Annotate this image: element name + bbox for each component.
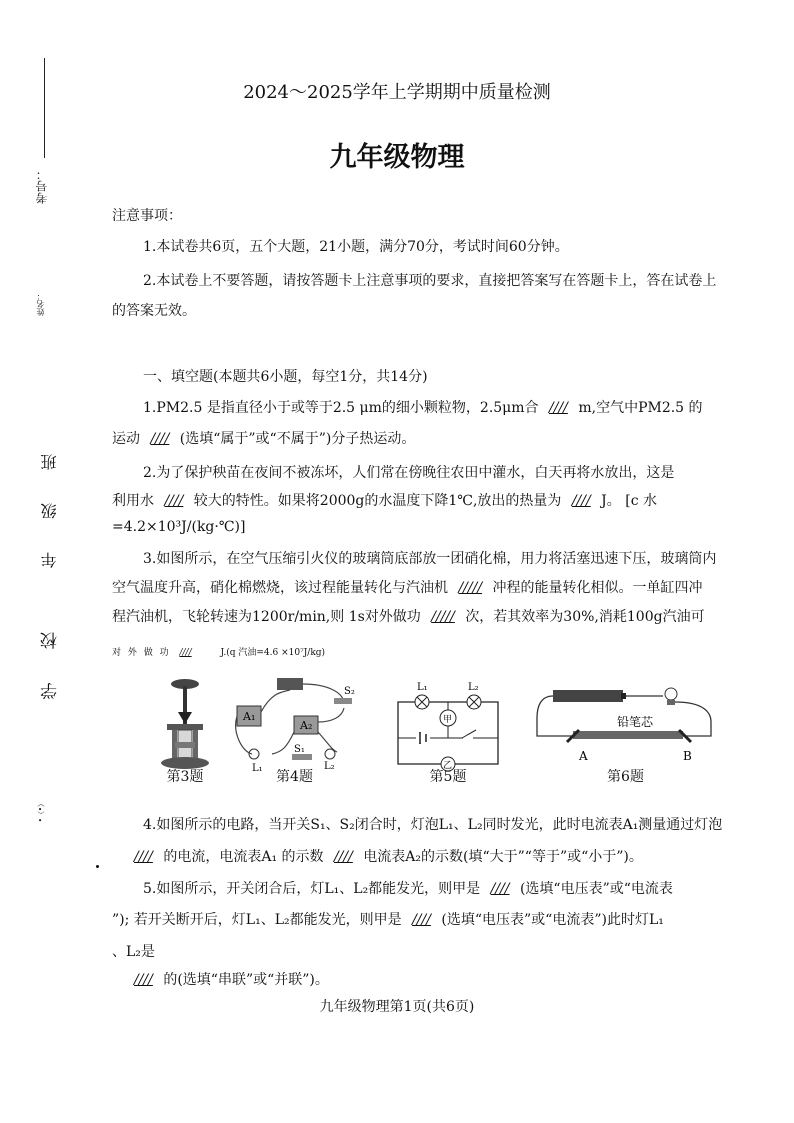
- figure-4-a1-label: A₁: [243, 710, 256, 723]
- q4-text-b2: 电流表A₂的示数(填“大于”“等于”或“小于”)。: [363, 849, 643, 865]
- answer-blank[interactable]: ////: [490, 881, 510, 897]
- q1-line-2: [112, 429, 746, 449]
- figure-5-l1-label: L₁: [417, 682, 428, 693]
- notice-item-1: 1.本试卷共6页，五个大题，21小题，满分70分，考试时间60分钟。: [143, 239, 569, 255]
- q4-line-2: [128, 847, 746, 867]
- figure-4-s2-label: S₂: [344, 686, 355, 697]
- q2-text-b2: 较大的特性。如果将2000g的水温度下降1℃,放出的热量为: [193, 493, 562, 509]
- page-title: 九年级物理: [329, 142, 465, 173]
- figure-6-b-label: B: [683, 749, 692, 763]
- figure-6-core-label: 铅笔芯: [617, 715, 654, 729]
- margin-dot: [96, 865, 99, 868]
- q5-text-b2: (选填“电压表”或“电流表”)此时灯L₁: [441, 912, 664, 928]
- figure-4-l1-label: L₁: [252, 763, 263, 772]
- name-label: 姓名：: [36, 292, 45, 316]
- q2-line-2: [112, 491, 746, 511]
- q1-text-a1: 1.PM2.5 是指直径小于或等于2.5 μm的细小颗粒物，2.5μm合: [143, 400, 539, 416]
- parallel-circuit-diagram: [232, 672, 357, 772]
- figure-6: [533, 672, 718, 784]
- q3-line-2: [112, 578, 746, 598]
- q3-line-4: [112, 646, 746, 660]
- pencil-lead-circuit-diagram: [533, 672, 718, 772]
- q3-text-b2: 冲程的能量转化相似。一单缸四冲: [492, 580, 703, 596]
- compression-igniter-diagram: [145, 672, 225, 772]
- q5-line-4: [128, 970, 746, 990]
- figure-5-l2-label: L₂: [468, 682, 479, 693]
- q3-line-1: 3.如图所示，在空气压缩引火仪的玻璃筒底部放一团硝化棉，用力将活塞迅速下压，玻璃筒内: [143, 551, 717, 567]
- q5-text-d: 的(选填“串联”或“并联”)。: [163, 972, 329, 988]
- q1-text-b1: 运动: [112, 431, 140, 447]
- figure-4-a2-label: A₂: [300, 719, 313, 732]
- q4-line-1: 4.如图所示的电路，当开关S₁、S₂闭合时，灯泡L₁、L₂同时发光，此时电流表A₁测量通过灯泡: [143, 817, 723, 833]
- answer-blank[interactable]: /////: [431, 609, 455, 625]
- q5-line-2: [112, 910, 746, 930]
- seal-marks: •（•）: [37, 800, 45, 823]
- exam-subtitle: 2024～2025学年上学期期中质量检测: [243, 82, 551, 103]
- q2-line-3: =4.2×10³J/(kg·℃)]: [112, 519, 246, 535]
- answer-blank[interactable]: ////: [333, 849, 353, 865]
- answer-blank[interactable]: ////: [179, 648, 192, 658]
- q3-text-c2: 次，若其效率为30%,消耗100g汽油可: [465, 609, 705, 625]
- answer-blank[interactable]: ////: [134, 849, 153, 865]
- q1-line-1: [143, 398, 746, 418]
- series-parallel-schematic: [392, 672, 504, 772]
- q3-text-d1: 对 外 做 功: [112, 648, 171, 658]
- q2-line-1: 2.为了保护秧苗在夜间不被冻坏，人们常在傍晚往农田中灌水，白天再将水放出，这是: [143, 465, 675, 481]
- section-heading: 一、填空题(本题共6小题，每空1分，共14分): [143, 369, 428, 385]
- figure-5: [392, 672, 504, 784]
- q5-line-1: [143, 879, 746, 899]
- figure-4-l2-label: L₂: [324, 761, 335, 772]
- page-footer: 九年级物理第1页(共6页): [319, 999, 475, 1015]
- answer-blank[interactable]: ////: [412, 912, 431, 928]
- answer-blank[interactable]: ////: [571, 493, 591, 509]
- figure-3: [145, 672, 225, 784]
- notice-item-2a: 2.本试卷上不要答题，请按答题卡上注意事项的要求，直接把答案写在答题卡上，答在试卷上: [143, 273, 717, 289]
- figure-5-yi-label: 乙: [443, 761, 453, 771]
- school-label: 学 校: [41, 618, 61, 700]
- q2-text-b3: J。 [c 水: [601, 493, 657, 509]
- notice-heading: 注意事项：: [112, 208, 182, 224]
- figure-5-jia-label: 甲: [443, 715, 453, 725]
- q3-text-b1: 空气温度升高，硝化棉燃烧，该过程能量转化与汽油机: [112, 580, 448, 596]
- class-label: 年 级 班: [40, 440, 59, 569]
- answer-blank[interactable]: /////: [458, 580, 483, 596]
- q3-line-3: [112, 607, 746, 627]
- figure-4-s1-label: S₁: [294, 744, 305, 755]
- figure-4: [232, 672, 357, 784]
- figure-6-caption: 第6题: [607, 769, 644, 785]
- q5-text-a1: 5.如图所示，开关闭合后，灯L₁、L₂都能发光，则甲是: [143, 881, 481, 897]
- q5-text-a2: (选填“电压表”或“电流表: [519, 881, 673, 897]
- q4-text-b1: 的电流，电流表A₁ 的示数: [163, 849, 324, 865]
- q5-line-3: 、L₂是: [112, 944, 155, 960]
- q3-text-d2: J.(q 汽油=4.6 ×10⁷J/kg): [220, 648, 326, 658]
- answer-blank[interactable]: ////: [164, 493, 184, 509]
- figure-4-caption: 第4题: [276, 769, 313, 785]
- q1-text-b2: (选填“属于”或“不属于”)分子热运动。: [179, 431, 416, 447]
- q5-text-b1: ”); 若开关断开后，灯L₁、L₂都能发光，则甲是: [112, 912, 402, 928]
- figure-5-caption: 第5题: [429, 769, 467, 785]
- q3-text-c1: 程汽油机，飞轮转速为1200r/min,则 1s对外做功: [112, 609, 421, 625]
- q2-text-b1: 利用水: [112, 493, 154, 509]
- exam-number-label: 考号：: [35, 168, 49, 204]
- answer-blank[interactable]: ////: [134, 972, 153, 988]
- answer-blank[interactable]: ////: [549, 400, 568, 416]
- answer-blank[interactable]: ////: [150, 431, 170, 447]
- notice-item-2b: 的答案无效。: [112, 303, 196, 319]
- figure-3-caption: 第3题: [166, 769, 204, 785]
- figure-6-a-label: A: [579, 749, 588, 763]
- q1-text-a2: m,空气中PM2.5 的: [578, 400, 703, 416]
